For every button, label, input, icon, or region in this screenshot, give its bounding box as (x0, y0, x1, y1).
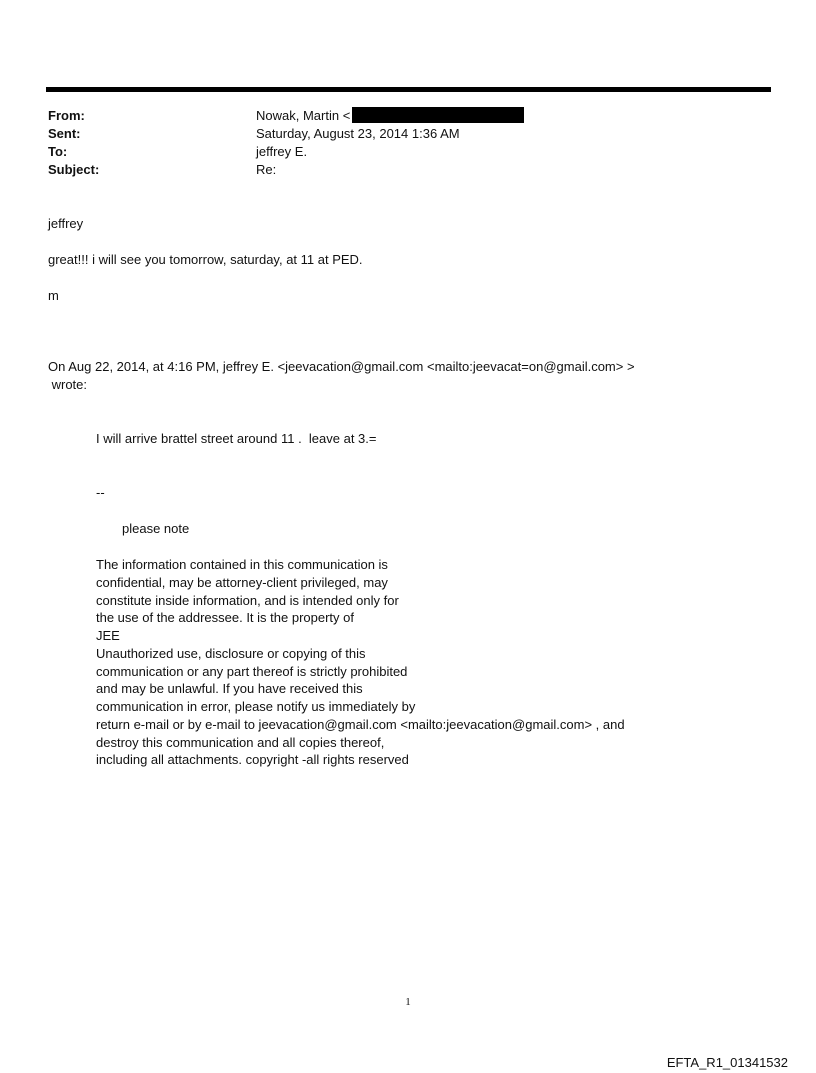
disclaimer-line: The information contained in this communication is (96, 557, 388, 572)
disclaimer-line: communication in error, please notify us immediately by (96, 699, 416, 714)
signature-separator: -- (96, 485, 105, 500)
to-value: jeffrey E. (256, 144, 308, 159)
from-value (256, 107, 524, 125)
disclaimer-line: destroy this communication and all copies thereof, (96, 734, 385, 750)
header-rule (46, 87, 771, 92)
redaction-bar (352, 107, 524, 123)
disclaimer-line: JEE (96, 628, 120, 643)
to-label: To: (48, 144, 68, 159)
disclaimer-line: including all attachments. copyright -all rights reserved (96, 752, 409, 768)
sent-value: Saturday, August 23, 2014 1:36 AM (256, 126, 460, 141)
quoted-body: I will arrive brattel street around 11 . leave at 3.= (96, 431, 377, 446)
quote-intro-line1: On Aug 22, 2014, at 4:16 PM, jeffrey E. <jeevacation@gmail.com <mailto:jeevacat=on@gmail.com> > (48, 359, 635, 374)
disclaimer-line: confidential, may be attorney-client privileged, may (96, 574, 388, 590)
from-label: From: (48, 108, 85, 123)
please-note: please note (122, 521, 190, 536)
disclaimer-line: Unauthorized use, disclosure or copying of this (96, 645, 366, 661)
disclaimer-line: and may be unlawful. If you have received this (96, 681, 363, 697)
from-name: Nowak, Martin < (256, 108, 351, 123)
quote-intro-line2: wrote: (48, 377, 88, 392)
subject-value: Re: (256, 162, 277, 177)
document-id: EFTA_R1_01341532 (666, 1055, 788, 1070)
disclaimer-line: constitute inside information, and is intended only for (96, 592, 399, 608)
page-number: 1 (405, 996, 411, 1008)
disclaimer-line: the use of the addressee. It is the property of (96, 610, 354, 626)
disclaimer-line: return e-mail or by e-mail to jeevacation@gmail.com <mailto:jeevacation@gmail.com> , and (96, 716, 625, 732)
subject-label: Subject: (48, 162, 100, 177)
disclaimer (96, 556, 625, 769)
disclaimer-line: communication or any part thereof is strictly prohibited (96, 663, 408, 679)
sent-label: Sent: (48, 126, 81, 141)
message-line: great!!! i will see you tomorrow, saturday, at 11 at PED. (48, 252, 363, 267)
message-signoff: m (48, 288, 59, 303)
message-greeting: jeffrey (48, 216, 84, 231)
